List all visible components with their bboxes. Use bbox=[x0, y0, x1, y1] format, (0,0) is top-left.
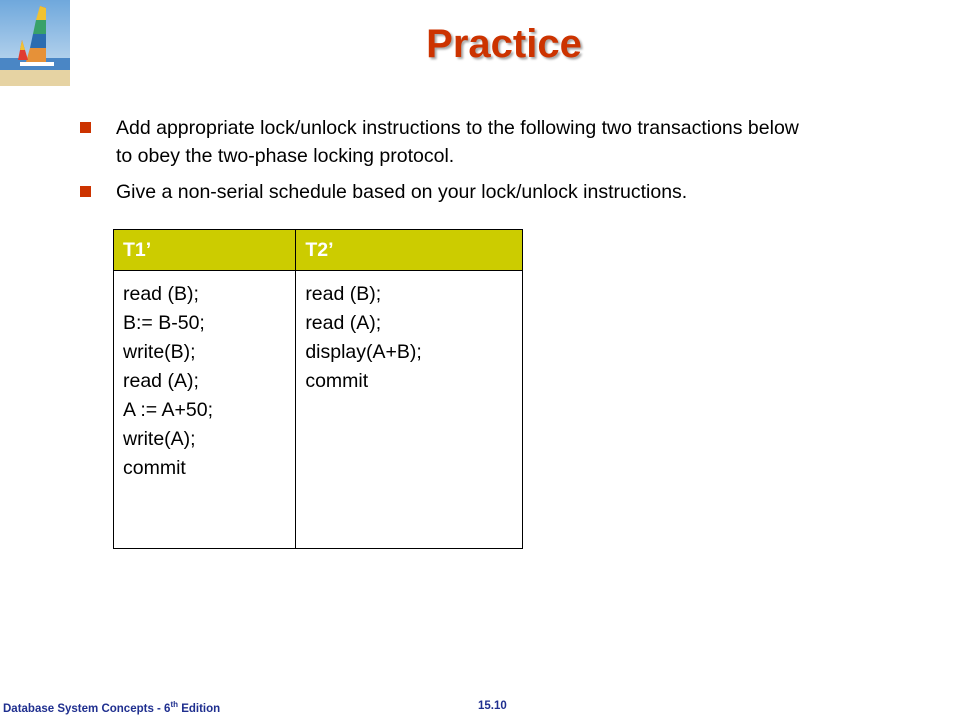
transactions-table bbox=[113, 229, 523, 549]
page-title: Practice bbox=[426, 22, 582, 66]
table-header-row bbox=[114, 230, 523, 271]
footer-book-title: Database System Concepts - 6th Edition bbox=[3, 700, 221, 715]
code-line: display(A+B); bbox=[305, 341, 422, 363]
code-line: read (B); bbox=[305, 283, 382, 305]
header-t1: T1’ bbox=[114, 230, 296, 271]
t1-cell bbox=[114, 271, 296, 549]
bullet-item bbox=[80, 178, 800, 206]
code-line: A := A+50; bbox=[123, 399, 213, 421]
bullet-list bbox=[80, 114, 800, 214]
code-line: commit bbox=[123, 457, 186, 479]
code-line: read (B); bbox=[123, 283, 199, 305]
table-row bbox=[114, 271, 523, 549]
bullet-item bbox=[80, 114, 800, 170]
code-line: commit bbox=[305, 370, 369, 392]
code-line: write(B); bbox=[123, 341, 196, 363]
square-bullet-icon bbox=[80, 186, 91, 197]
square-bullet-icon bbox=[80, 122, 91, 133]
code-line: read (A); bbox=[305, 312, 382, 334]
code-line: B:= B-50; bbox=[123, 312, 205, 334]
code-line: read (A); bbox=[123, 370, 199, 392]
header-t2: T2’ bbox=[296, 230, 523, 271]
footer-page-number: 15.10 bbox=[478, 700, 507, 712]
code-line: write(A); bbox=[123, 428, 196, 450]
bullet-text: Add appropriate lock/unlock instructions to the following two transactions below to obey the two-phase locking protocol. bbox=[116, 117, 799, 167]
t2-cell bbox=[296, 271, 523, 549]
bullet-text: Give a non-serial schedule based on your lock/unlock instructions. bbox=[116, 181, 688, 203]
